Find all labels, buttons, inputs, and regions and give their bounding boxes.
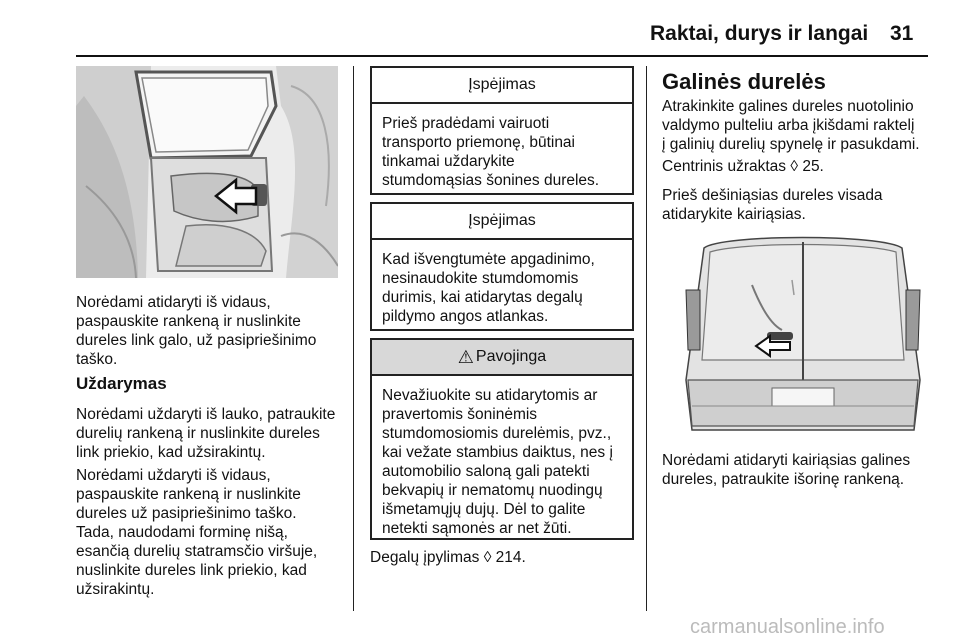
warning-box-2 [370, 202, 634, 331]
close-from-inside-text: Norėdami uždaryti iš vidaus, paspauskite rankeną ir nuslinkite dureles už pasipriešinimo taško. Tada, naudodami forminę nišą, esančią durelių statramsčio viršuje, nuslinkite dureles link priekio, kad užsirakintų. [76, 467, 318, 598]
central-locking-reference[interactable]: Centrinis užraktas ◊ 25. [662, 158, 824, 175]
column-divider-left [353, 66, 354, 611]
rear-doors-heading: Galinės durelės [662, 69, 826, 94]
warning-triangle-icon: ⚠ [457, 346, 474, 367]
close-from-outside-text: Norėdami uždaryti iš lauko, patraukite durelių rankeną ir nuslinkite dureles link priekio, kad užsirakintų. [76, 406, 336, 461]
warning-box-text: Kad išvengtumėte apgadinimo, nesinaudokite stumdomomis durimis, kai atidarytas degalų pildymo angos atlankas. [382, 251, 595, 325]
van-rear-doors-illustration [682, 230, 924, 436]
sliding-door-illustration [76, 66, 338, 278]
open-left-first-text: Prieš dešiniąsias dureles visada atidarykite kairiąsias. [662, 187, 883, 223]
warning-box-text: Prieš pradėdami vairuoti transporto priemonę, būtinai tinkamai uždarykite stumdomąsias šonines dureles. [382, 115, 600, 189]
danger-box-title: ⚠ Pavojinga [372, 340, 632, 376]
column-divider-right [646, 66, 647, 611]
warning-box-1 [370, 66, 634, 195]
danger-box-text: Nevažiuokite su atidarytomis ar pravertomis šoninėmis stumdomosiomis durelėmis, pvz., kai vežate stambius daiktus, nes į automobilio saloną gali patekti bekvapių ir nematomų nuodingų išmetamųjų dujų. Dėl to galite netekti sąmonės ar net žūti. [382, 387, 613, 537]
closing-heading: Uždarymas [76, 374, 167, 393]
rear-doors-unlock-text: Atrakinkite galines dureles nuotolinio valdymo pulteliu arba įkišdami raktelį į galinių durelių spynelę ir pasukdami. [662, 98, 920, 153]
watermark-text: carmanualsonline.info [690, 616, 885, 638]
fuel-filling-reference[interactable]: Degalų įpylimas ◊ 214. [370, 549, 526, 566]
open-left-rear-door-text: Norėdami atidaryti kairiąsias galines dureles, patraukite išorinę rankeną. [662, 452, 911, 488]
page-header-title: Raktai, durys ir langai [650, 22, 869, 45]
page-number: 31 [890, 22, 914, 45]
warning-box-title: Įspėjimas [372, 68, 632, 104]
open-from-inside-text: Norėdami atidaryti iš vidaus, paspauskite rankeną ir nuslinkite dureles link galo, už pasipriešinimo taško. [76, 294, 317, 368]
header-divider [76, 55, 928, 57]
danger-box [370, 338, 634, 540]
warning-box-title: Įspėjimas [372, 204, 632, 240]
